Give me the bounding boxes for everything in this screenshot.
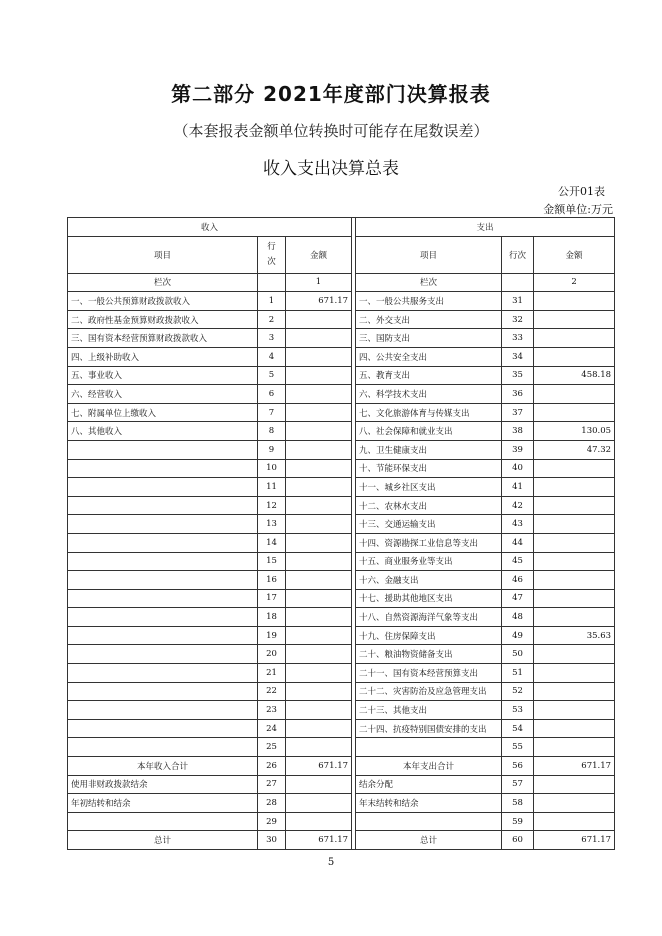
income-row-number: 19 <box>258 626 286 645</box>
income-row-number: 2 <box>258 310 286 329</box>
income-amount <box>286 403 352 422</box>
income-row-number: 5 <box>258 366 286 385</box>
table-row <box>68 812 615 831</box>
expense-amount: 458.18 <box>534 366 615 385</box>
expense-amount <box>534 385 615 404</box>
table-row <box>68 608 615 627</box>
income-item <box>68 682 258 701</box>
income-item: 三、国有资本经营预算财政拨款收入 <box>68 329 258 348</box>
table-row <box>68 719 615 738</box>
income-amount <box>286 329 352 348</box>
income-amount <box>286 515 352 534</box>
expense-amount <box>534 682 615 701</box>
income-row-number: 14 <box>258 533 286 552</box>
income-amount <box>286 719 352 738</box>
expense-item: 六、科学技术支出 <box>356 385 502 404</box>
income-item <box>68 478 258 497</box>
expense-amount <box>534 403 615 422</box>
income-amount <box>286 422 352 441</box>
expense-amount <box>534 292 615 311</box>
income-amount <box>286 626 352 645</box>
expense-row-number: 57 <box>502 775 534 794</box>
expense-item: 五、教育支出 <box>356 366 502 385</box>
expense-amount <box>534 571 615 590</box>
expense-row-number: 41 <box>502 478 534 497</box>
table-row <box>68 422 615 441</box>
income-amount <box>286 496 352 515</box>
expense-amount-header: 金额 <box>534 236 615 273</box>
income-amount: 671.17 <box>286 757 352 776</box>
income-row-number: 20 <box>258 645 286 664</box>
expense-row-number: 34 <box>502 347 534 366</box>
table-row <box>68 589 615 608</box>
expense-item: 二十三、其他支出 <box>356 701 502 720</box>
income-amount <box>286 812 352 831</box>
income-row-number: 30 <box>258 831 286 850</box>
expense-item: 二、外交支出 <box>356 310 502 329</box>
expense-item: 十六、金融支出 <box>356 571 502 590</box>
expense-item: 本年支出合计 <box>356 757 502 776</box>
income-amount-header: 金额 <box>286 236 352 273</box>
income-rowno-header: 行次 <box>258 236 286 273</box>
income-row-number: 11 <box>258 478 286 497</box>
expense-row-number: 54 <box>502 719 534 738</box>
table-row <box>68 292 615 311</box>
expense-item: 十、节能环保支出 <box>356 459 502 478</box>
income-item <box>68 515 258 534</box>
expense-row-number: 35 <box>502 366 534 385</box>
income-amount <box>286 794 352 813</box>
subtitle: （本套报表金额单位转换时可能存在尾数误差） <box>173 122 489 140</box>
income-amount <box>286 385 352 404</box>
income-item <box>68 645 258 664</box>
table-row <box>68 403 615 422</box>
expense-row-number: 58 <box>502 794 534 813</box>
income-item: 一、一般公共预算财政拨款收入 <box>68 292 258 311</box>
income-item <box>68 626 258 645</box>
income-row-number: 12 <box>258 496 286 515</box>
income-row-number: 29 <box>258 812 286 831</box>
income-item <box>68 552 258 571</box>
expense-row-number: 42 <box>502 496 534 515</box>
expense-row-number: 36 <box>502 385 534 404</box>
expense-row-number: 52 <box>502 682 534 701</box>
income-amount: 671.17 <box>286 292 352 311</box>
expense-row-number: 40 <box>502 459 534 478</box>
expense-amount <box>534 738 615 757</box>
income-row-number: 9 <box>258 440 286 459</box>
expense-row-number: 53 <box>502 701 534 720</box>
income-item: 总计 <box>68 831 258 850</box>
income-item <box>68 738 258 757</box>
expense-item: 总计 <box>356 831 502 850</box>
expense-row-number: 50 <box>502 645 534 664</box>
table-row <box>68 664 615 683</box>
expense-item: 七、文化旅游体育与传媒支出 <box>356 403 502 422</box>
income-item: 八、其他收入 <box>68 422 258 441</box>
expense-amount: 671.17 <box>534 831 615 850</box>
income-row-number: 26 <box>258 757 286 776</box>
expense-amount <box>534 645 615 664</box>
income-row-number: 6 <box>258 385 286 404</box>
expense-row-number: 39 <box>502 440 534 459</box>
expense-item: 十二、农林水支出 <box>356 496 502 515</box>
income-amount <box>286 738 352 757</box>
income-row-number: 28 <box>258 794 286 813</box>
income-item <box>68 664 258 683</box>
table-row <box>68 459 615 478</box>
expense-row-number: 51 <box>502 664 534 683</box>
expense-item: 结余分配 <box>356 775 502 794</box>
income-header: 收入 <box>68 218 352 237</box>
expense-amount <box>534 589 615 608</box>
table-row <box>68 757 615 776</box>
income-row-number: 27 <box>258 775 286 794</box>
expense-row-number: 45 <box>502 552 534 571</box>
expense-amount <box>534 552 615 571</box>
table-row <box>68 626 615 645</box>
expense-item: 年末结转和结余 <box>356 794 502 813</box>
income-item: 四、上级补助收入 <box>68 347 258 366</box>
income-row-number: 16 <box>258 571 286 590</box>
expense-row-number: 43 <box>502 515 534 534</box>
expense-item: 十一、城乡社区支出 <box>356 478 502 497</box>
expense-row-number: 31 <box>502 292 534 311</box>
page-number: 5 <box>327 857 335 868</box>
income-row-number: 15 <box>258 552 286 571</box>
expense-row-number: 59 <box>502 812 534 831</box>
expense-item: 九、卫生健康支出 <box>356 440 502 459</box>
income-item <box>68 571 258 590</box>
expense-item: 十八、自然资源海洋气象等支出 <box>356 608 502 627</box>
income-row-number: 3 <box>258 329 286 348</box>
income-item <box>68 533 258 552</box>
expense-row-number: 38 <box>502 422 534 441</box>
income-amount: 671.17 <box>286 831 352 850</box>
expense-col-label: 栏次 <box>356 273 502 292</box>
table-row <box>68 310 615 329</box>
expense-item: 八、社会保障和就业支出 <box>356 422 502 441</box>
expense-amount: 47.32 <box>534 440 615 459</box>
income-item <box>68 719 258 738</box>
table-row <box>68 738 615 757</box>
expense-amount: 35.63 <box>534 626 615 645</box>
table-code: 公开01表 <box>558 185 605 198</box>
income-row-number: 4 <box>258 347 286 366</box>
expense-amount: 671.17 <box>534 757 615 776</box>
income-item: 年初结转和结余 <box>68 794 258 813</box>
table-row <box>68 385 615 404</box>
income-item <box>68 440 258 459</box>
table-row <box>68 440 615 459</box>
income-amount <box>286 645 352 664</box>
table-row <box>68 478 615 497</box>
income-item <box>68 496 258 515</box>
expense-item: 十九、住房保障支出 <box>356 626 502 645</box>
income-amount <box>286 664 352 683</box>
income-amount <box>286 589 352 608</box>
table-row <box>68 533 615 552</box>
income-amount <box>286 440 352 459</box>
income-col-label: 栏次 <box>68 273 258 292</box>
income-item: 使用非财政拨款结余 <box>68 775 258 794</box>
income-amount <box>286 347 352 366</box>
expense-item: 十四、资源勘探工业信息等支出 <box>356 533 502 552</box>
table-row <box>68 552 615 571</box>
expense-rowno-header: 行次 <box>502 236 534 273</box>
table-row <box>68 701 615 720</box>
table-row <box>68 571 615 590</box>
table-row <box>68 366 615 385</box>
income-row-number: 25 <box>258 738 286 757</box>
expense-amount <box>534 533 615 552</box>
expense-amount <box>534 794 615 813</box>
amount-unit: 金额单位:万元 <box>543 203 613 216</box>
expense-item: 四、公共安全支出 <box>356 347 502 366</box>
income-amount <box>286 366 352 385</box>
page-title: 第二部分 2021年度部门决算报表 <box>171 82 491 106</box>
expense-item: 二十二、灾害防治及应急管理支出 <box>356 682 502 701</box>
expense-item: 二十、粮油物资储备支出 <box>356 645 502 664</box>
table-row <box>68 515 615 534</box>
expense-row-number: 44 <box>502 533 534 552</box>
expense-row-number: 32 <box>502 310 534 329</box>
expense-item: 一、一般公共服务支出 <box>356 292 502 311</box>
expense-header: 支出 <box>356 218 615 237</box>
income-item <box>68 608 258 627</box>
expense-row-number: 37 <box>502 403 534 422</box>
income-row-number: 21 <box>258 664 286 683</box>
income-amount <box>286 478 352 497</box>
income-amount <box>286 775 352 794</box>
income-amount <box>286 533 352 552</box>
table-row <box>68 645 615 664</box>
expense-amount <box>534 478 615 497</box>
table-row <box>68 329 615 348</box>
expense-item <box>356 738 502 757</box>
expense-amount <box>534 608 615 627</box>
expense-row-number: 47 <box>502 589 534 608</box>
income-row-number: 23 <box>258 701 286 720</box>
expense-item: 三、国防支出 <box>356 329 502 348</box>
income-amount <box>286 608 352 627</box>
table-row <box>68 347 615 366</box>
expense-amount <box>534 812 615 831</box>
expense-amount <box>534 719 615 738</box>
expense-item: 二十四、抗疫特别国债安排的支出 <box>356 719 502 738</box>
table-row <box>68 794 615 813</box>
table-row <box>68 775 615 794</box>
income-row-number: 1 <box>258 292 286 311</box>
expense-row-number: 33 <box>502 329 534 348</box>
income-item: 五、事业收入 <box>68 366 258 385</box>
table-row <box>68 496 615 515</box>
expense-amount: 130.05 <box>534 422 615 441</box>
income-row-number: 18 <box>258 608 286 627</box>
expense-item-header: 项目 <box>356 236 502 273</box>
table-row <box>68 682 615 701</box>
income-row-number: 24 <box>258 719 286 738</box>
income-item <box>68 459 258 478</box>
income-row-number: 10 <box>258 459 286 478</box>
expense-amount <box>534 775 615 794</box>
income-expense-table <box>67 217 615 850</box>
income-item <box>68 589 258 608</box>
table-row <box>68 831 615 850</box>
expense-amount <box>534 496 615 515</box>
income-amount <box>286 682 352 701</box>
expense-amount <box>534 347 615 366</box>
expense-amount <box>534 515 615 534</box>
expense-row-number: 60 <box>502 831 534 850</box>
income-amount <box>286 552 352 571</box>
income-item: 七、附属单位上缴收入 <box>68 403 258 422</box>
income-amount <box>286 459 352 478</box>
income-item: 二、政府性基金预算财政拨款收入 <box>68 310 258 329</box>
income-item-header: 项目 <box>68 236 258 273</box>
expense-amount <box>534 664 615 683</box>
income-amount <box>286 571 352 590</box>
table-title: 收入支出决算总表 <box>263 159 399 179</box>
income-row-number: 7 <box>258 403 286 422</box>
income-col-number: 1 <box>286 273 352 292</box>
income-row-number: 8 <box>258 422 286 441</box>
expense-row-number: 56 <box>502 757 534 776</box>
expense-row-number: 55 <box>502 738 534 757</box>
expense-item: 二十一、国有资本经营预算支出 <box>356 664 502 683</box>
income-row-number: 13 <box>258 515 286 534</box>
expense-row-number: 49 <box>502 626 534 645</box>
income-item: 六、经营收入 <box>68 385 258 404</box>
income-item <box>68 701 258 720</box>
expense-amount <box>534 459 615 478</box>
expense-item <box>356 812 502 831</box>
expense-col-number: 2 <box>534 273 615 292</box>
expense-item: 十三、交通运输支出 <box>356 515 502 534</box>
expense-row-number: 46 <box>502 571 534 590</box>
expense-row-number: 48 <box>502 608 534 627</box>
expense-amount <box>534 329 615 348</box>
expense-item: 十七、援助其他地区支出 <box>356 589 502 608</box>
income-amount <box>286 310 352 329</box>
expense-item: 十五、商业服务业等支出 <box>356 552 502 571</box>
expense-amount <box>534 310 615 329</box>
income-item: 本年收入合计 <box>68 757 258 776</box>
income-item <box>68 812 258 831</box>
income-amount <box>286 701 352 720</box>
expense-amount <box>534 701 615 720</box>
income-row-number: 22 <box>258 682 286 701</box>
income-row-number: 17 <box>258 589 286 608</box>
